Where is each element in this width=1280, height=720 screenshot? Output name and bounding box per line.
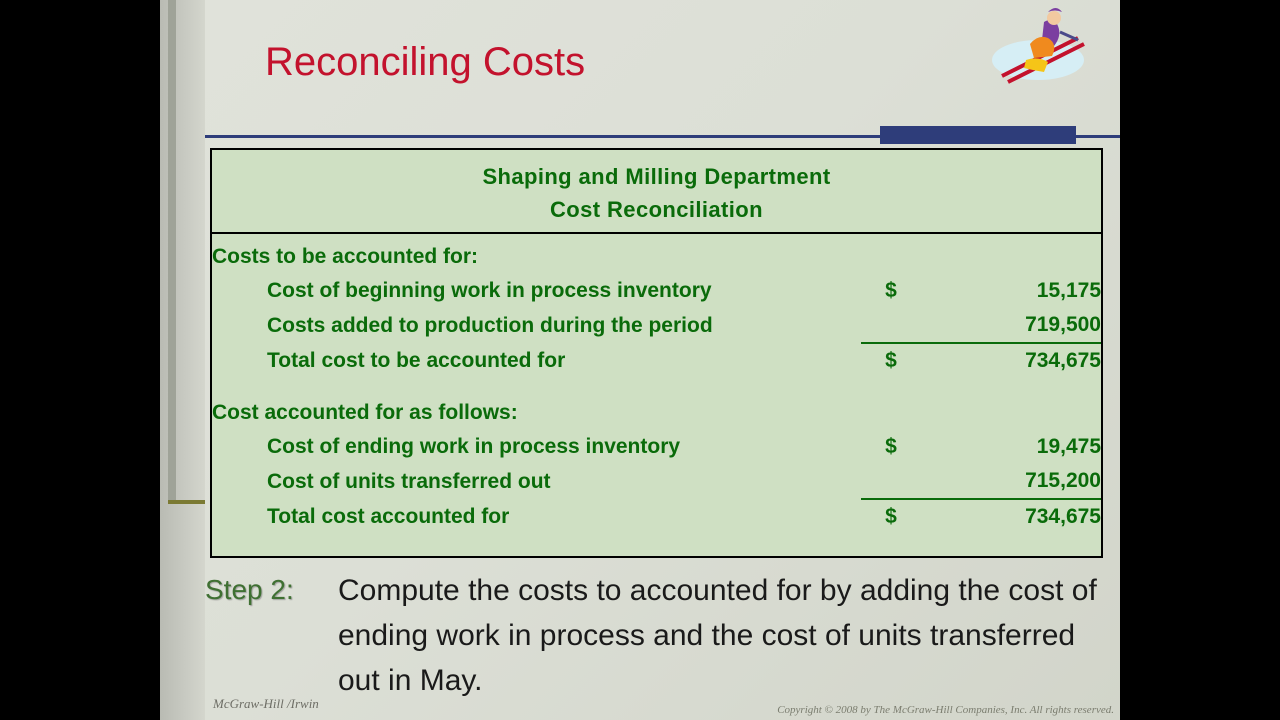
row-amount: 15,175 [1036,279,1101,302]
table-header [212,150,1101,234]
header-rule-block [880,126,1076,144]
reconciliation-table [212,240,1101,534]
row-amount: 715,200 [1025,469,1101,492]
row-label: Cost of beginning work in process inventory [267,279,712,302]
skier-logo-icon [982,4,1092,94]
row-label: Costs added to production during the period [267,313,713,337]
table-spacer-row [212,378,1101,396]
row-symbol [861,308,921,343]
row-symbol [861,464,921,499]
row-label: Total cost to be accounted for [267,348,566,372]
page-title: Reconciling Costs [265,40,586,84]
section-heading-amount-cell [921,240,1101,274]
table-row [212,274,1101,308]
table-header-line1: Shaping and Milling Department [482,164,831,189]
row-symbol: $ [885,279,897,302]
left-accent-mark [168,500,205,504]
cost-reconciliation-card [210,148,1103,558]
step-text: Compute the costs to accounted for by adding the cost of ending work in process and the cost of units transferred out in May. [338,574,1097,697]
table-section-heading-row [212,240,1101,274]
section-heading: Costs to be accounted for: [212,245,479,268]
table-row [212,308,1101,343]
footer-copyright: Copyright © 2008 by The McGraw-Hill Companies, Inc. All rights reserved. [777,704,1114,716]
table-header-line2: Cost Reconciliation [550,197,763,222]
row-amount: 734,675 [921,499,1101,534]
row-symbol: $ [885,435,897,458]
left-inner-bar [168,0,176,500]
row-symbol: $ [861,343,921,378]
table-row [212,464,1101,499]
left-decorative-strip [160,0,205,720]
row-amount: 719,500 [1025,313,1101,336]
row-label: Cost of units transferred out [267,469,551,493]
table-total-row [212,499,1101,534]
row-label: Cost of ending work in process inventory [267,435,681,458]
step-label: Step 2: [205,574,294,605]
table-section-heading-row [212,396,1101,430]
row-label: Total cost accounted for [267,504,510,528]
section-heading-symbol-cell [861,396,921,430]
section-heading-amount-cell [921,396,1101,430]
footer-publisher: McGraw-Hill /Irwin [213,696,319,711]
row-amount: 19,475 [1036,435,1101,458]
section-heading-symbol-cell [861,240,921,274]
slide-body [205,0,1120,720]
section-heading: Cost accounted for as follows: [212,401,518,424]
table-row [212,430,1101,464]
row-amount: 734,675 [921,343,1101,378]
row-symbol: $ [861,499,921,534]
table-total-row [212,343,1101,378]
